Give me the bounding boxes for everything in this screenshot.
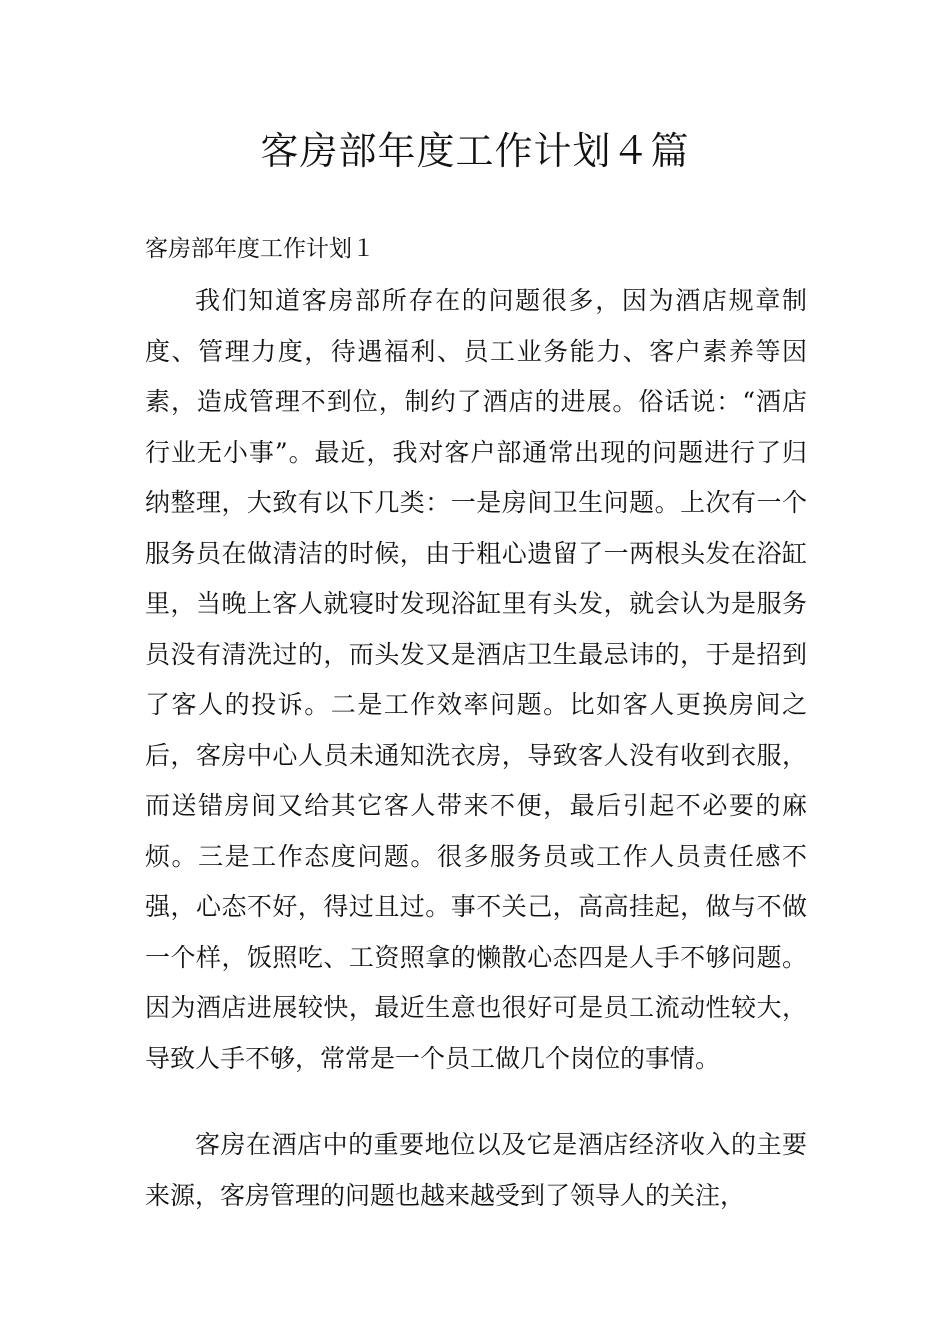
document-title: 客房部年度工作计划４篇	[260, 129, 690, 173]
body-paragraph: 我们知道客房部所存在的问题很多，因为酒店规章制度、管理力度，待遇福利、员工业务能力、客户素养等因素，造成管理不到位，制约了酒店的进展。俗话说：“酒店行业无小事”。最近，我对客户部通常出现的问题进行了归纳整理，大致有以下几类：一是房间卫生问题。上次有一个服务员在做清洁的时候，由于粗心遗留了一两根头发在浴缸里，当晚上客人就寝时发现浴缸里有头发，就会认为是服务员没有清洗过的，而头发又是酒店卫生最忌讳的，于是招到了客人的投诉。二是工作效率问题。比如客人更换房间之后，客房中心人员未通知洗衣房，导致客人没有收到衣服，而送错房间又给其它客人带来不便，最后引起不必要的麻烦。三是工作态度问题。很多服务员或工作人员责任感不强，心态不好，得过且过。事不关己，高高挂起，做与不做一个样，饭照吃、工资照拿的懒散心态四是人手不够问题。因为酒店进展较快，最近生意也很好可是员工流动性较大，导致人手不够，常常是一个员工做几个岗位的事情。	[145, 286, 807, 1073]
body-paragraph: 客房在酒店中的重要地位以及它是酒店经济收入的主要来源，客房管理的问题也越来越受到了领导人的关注，	[145, 1130, 807, 1210]
section-heading: 客房部年度工作计划１	[145, 236, 375, 262]
